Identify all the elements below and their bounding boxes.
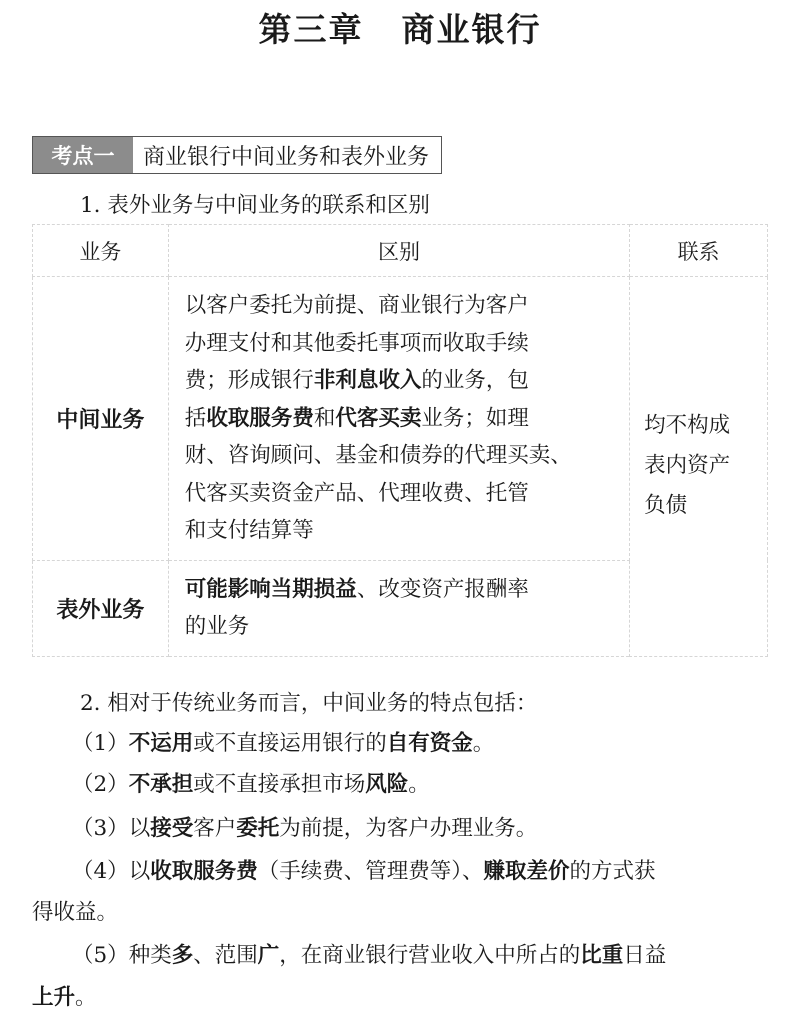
desc-line: 可能影响当期损益、改变资产报酬率: [184, 576, 529, 602]
feature-item-4-cont: 得收益。: [32, 900, 119, 925]
desc-line: 财、咨询顾问、基金和债券的代理买卖、: [184, 443, 572, 468]
chapter-title: [0, 4, 800, 51]
row-offbalance-name: 表外业务: [33, 560, 169, 656]
feature-item-5: （5）种类多、范围广，在商业银行营业收入中所占的比重日益: [72, 943, 667, 968]
relation-line: 表内资产: [644, 453, 731, 479]
desc-line: 和支付结算等: [184, 518, 314, 543]
feature-item-1: （1）不运用或不直接运用银行的自有资金。: [72, 731, 495, 756]
feature-item-5-cont: 上升。: [32, 985, 97, 1010]
desc-line: 括收取服务费和代客买卖业务；如理: [184, 405, 529, 431]
chapter-number: 第三章: [258, 10, 364, 49]
section1-heading: 1. 表外业务与中间业务的联系和区别: [80, 193, 430, 218]
desc-line: 代客买卖资金产品、代理收费、托管: [184, 480, 529, 506]
desc-line: 办理支付和其他委托事项而收取手续: [184, 330, 529, 356]
comparison-table: [32, 224, 768, 657]
desc-line: 费；形成银行非利息收入的业务，包: [184, 368, 529, 393]
row-offbalance-difference: [168, 560, 629, 656]
topic-banner: [32, 136, 442, 174]
table-header-row: [33, 225, 768, 277]
desc-line: 以客户委托为前提、商业银行为客户: [184, 293, 529, 318]
header-difference: 区别: [168, 225, 629, 277]
feature-item-3: （3）以接受客户委托为前提，为客户办理业务。: [72, 816, 538, 841]
relation-cell: [630, 277, 768, 657]
chapter-name: 商业银行: [401, 10, 542, 49]
relation-line: 均不构成: [644, 413, 731, 439]
desc-line: 的业务: [184, 614, 250, 639]
section2-heading: 2. 相对于传统业务而言，中间业务的特点包括：: [80, 691, 538, 716]
row-intermediary-name: 中间业务: [33, 277, 169, 561]
header-relation: 联系: [630, 225, 768, 277]
relation-line: 负债: [644, 493, 688, 519]
feature-item-4: （4）以收取服务费（手续费、管理费等）、赚取差价的方式获: [72, 859, 656, 884]
topic-title: 商业银行中间业务和表外业务: [133, 137, 441, 173]
topic-tag: 考点一: [33, 137, 133, 173]
feature-item-2: （2）不承担或不直接承担市场风险。: [72, 772, 430, 797]
row-intermediary-difference: [168, 277, 629, 561]
table-row: [33, 277, 768, 561]
header-business: 业务: [33, 225, 169, 277]
